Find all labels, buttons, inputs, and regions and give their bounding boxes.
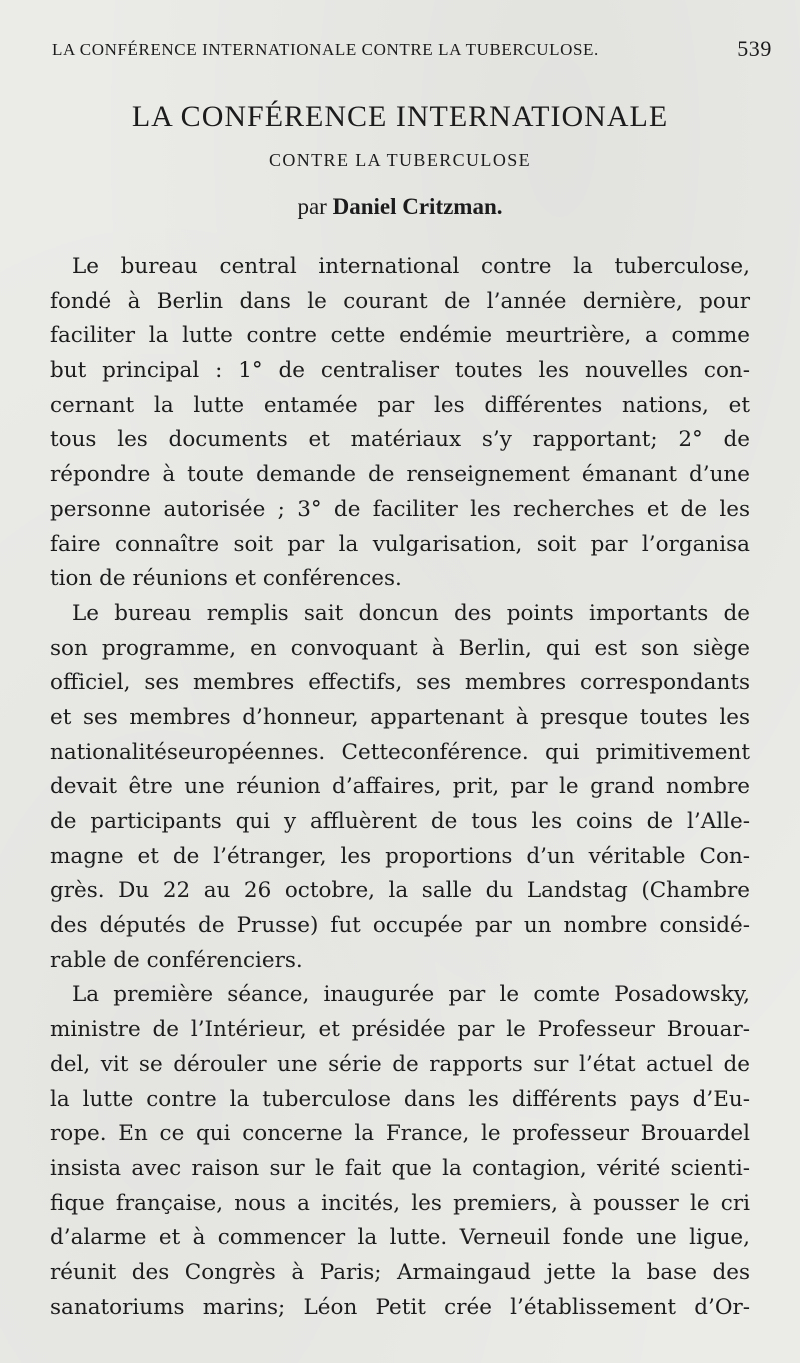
text-line: répondre à toute demande de renseignement émanant d’une bbox=[50, 462, 750, 488]
text-line: faciliter la lutte contre cette endémie meurtrière, a comme bbox=[50, 323, 750, 349]
text-line: devait être une réunion d’affaires, prit, par le grand nombre bbox=[50, 774, 750, 800]
text-line: fondé à Berlin dans le courant de l’année dernière, pour bbox=[50, 288, 750, 314]
text-line: insista avec raison sur le fait que la contagion, vérité scienti- bbox=[50, 1155, 750, 1181]
text-line: personne autorisée ; 3° de faciliter les recherches et de les bbox=[50, 496, 750, 522]
running-head-title: LA CONFÉRENCE INTERNATIONALE CONTRE LA TUBERCULOSE. bbox=[52, 40, 599, 59]
text-line: nationalitéseuropéennes. Cetteconférence. qui primitivement bbox=[50, 739, 750, 765]
text-line: faire connaître soit par la vulgarisation, soit par l’organisa bbox=[50, 531, 750, 557]
text-line: rable de conférenciers. bbox=[50, 947, 303, 973]
text-line: de participants qui y affluèrent de tous les coins de l’Alle- bbox=[50, 809, 750, 834]
text-line: tion de réunions et conférences. bbox=[50, 566, 402, 592]
byline bbox=[0, 194, 800, 220]
text-line: grès. Du 22 au 26 octobre, la salle du Landstag (Chambre bbox=[50, 878, 750, 904]
text-line: fique française, nous a incités, les premiers, à pousser le cri bbox=[50, 1190, 750, 1216]
text-line: magne et de l’étranger, les proportions d’un véritable Con- bbox=[50, 843, 750, 869]
text-line: d’alarme et à commencer la lutte. Verneuil fonde une ligue, bbox=[50, 1225, 750, 1251]
article-body bbox=[50, 250, 750, 1325]
text-line: ministre de l’Intérieur, et présidée par le Professeur Brouar- bbox=[50, 1017, 750, 1043]
article-subtitle: CONTRE LA TUBERCULOSE bbox=[268, 150, 532, 170]
text-line: Le bureau central international contre la tuberculose, bbox=[72, 254, 750, 279]
text-line: but principal : 1° de centraliser toutes les nouvelles con- bbox=[50, 358, 750, 384]
article-title: LA CONFÉRENCE INTERNATIONALE bbox=[131, 100, 669, 133]
text-line: Le bureau remplis sait doncun des points importants de bbox=[72, 600, 750, 626]
author-name: Daniel Critzman. bbox=[332, 194, 503, 219]
text-line: rope. En ce qui concerne la France, le professeur Brouardel bbox=[50, 1121, 750, 1147]
text-line: sanatoriums marins; Léon Petit crée l’établissement d’Or- bbox=[50, 1294, 750, 1320]
text-line: officiel, ses membres effectifs, ses membres correspondants bbox=[50, 670, 750, 696]
byline-prefix: par bbox=[297, 194, 327, 219]
text-line: des députés de Prusse) fut occupée par un nombre considé- bbox=[50, 913, 750, 939]
text-line: cernant la lutte entamée par les différentes nations, et bbox=[50, 392, 750, 418]
text-line: réunit des Congrès à Paris; Armaingaud jette la base des bbox=[50, 1259, 750, 1285]
running-head bbox=[52, 36, 772, 66]
text-line: et ses membres d’honneur, appartenant à presque toutes les bbox=[50, 704, 750, 730]
page-number: 539 bbox=[737, 36, 772, 61]
text-line: son programme, en convoquant à Berlin, qui est son siège bbox=[50, 635, 750, 661]
text-line: la lutte contre la tuberculose dans les différents pays d’Eu- bbox=[50, 1086, 750, 1112]
text-line: del, vit se dérouler une série de rapports sur l’état actuel de bbox=[50, 1051, 750, 1077]
text-line: La première séance, inaugurée par le comte Posadowsky, bbox=[72, 982, 750, 1008]
text-line: tous les documents et matériaux s’y rapportant; 2° de bbox=[50, 427, 750, 453]
